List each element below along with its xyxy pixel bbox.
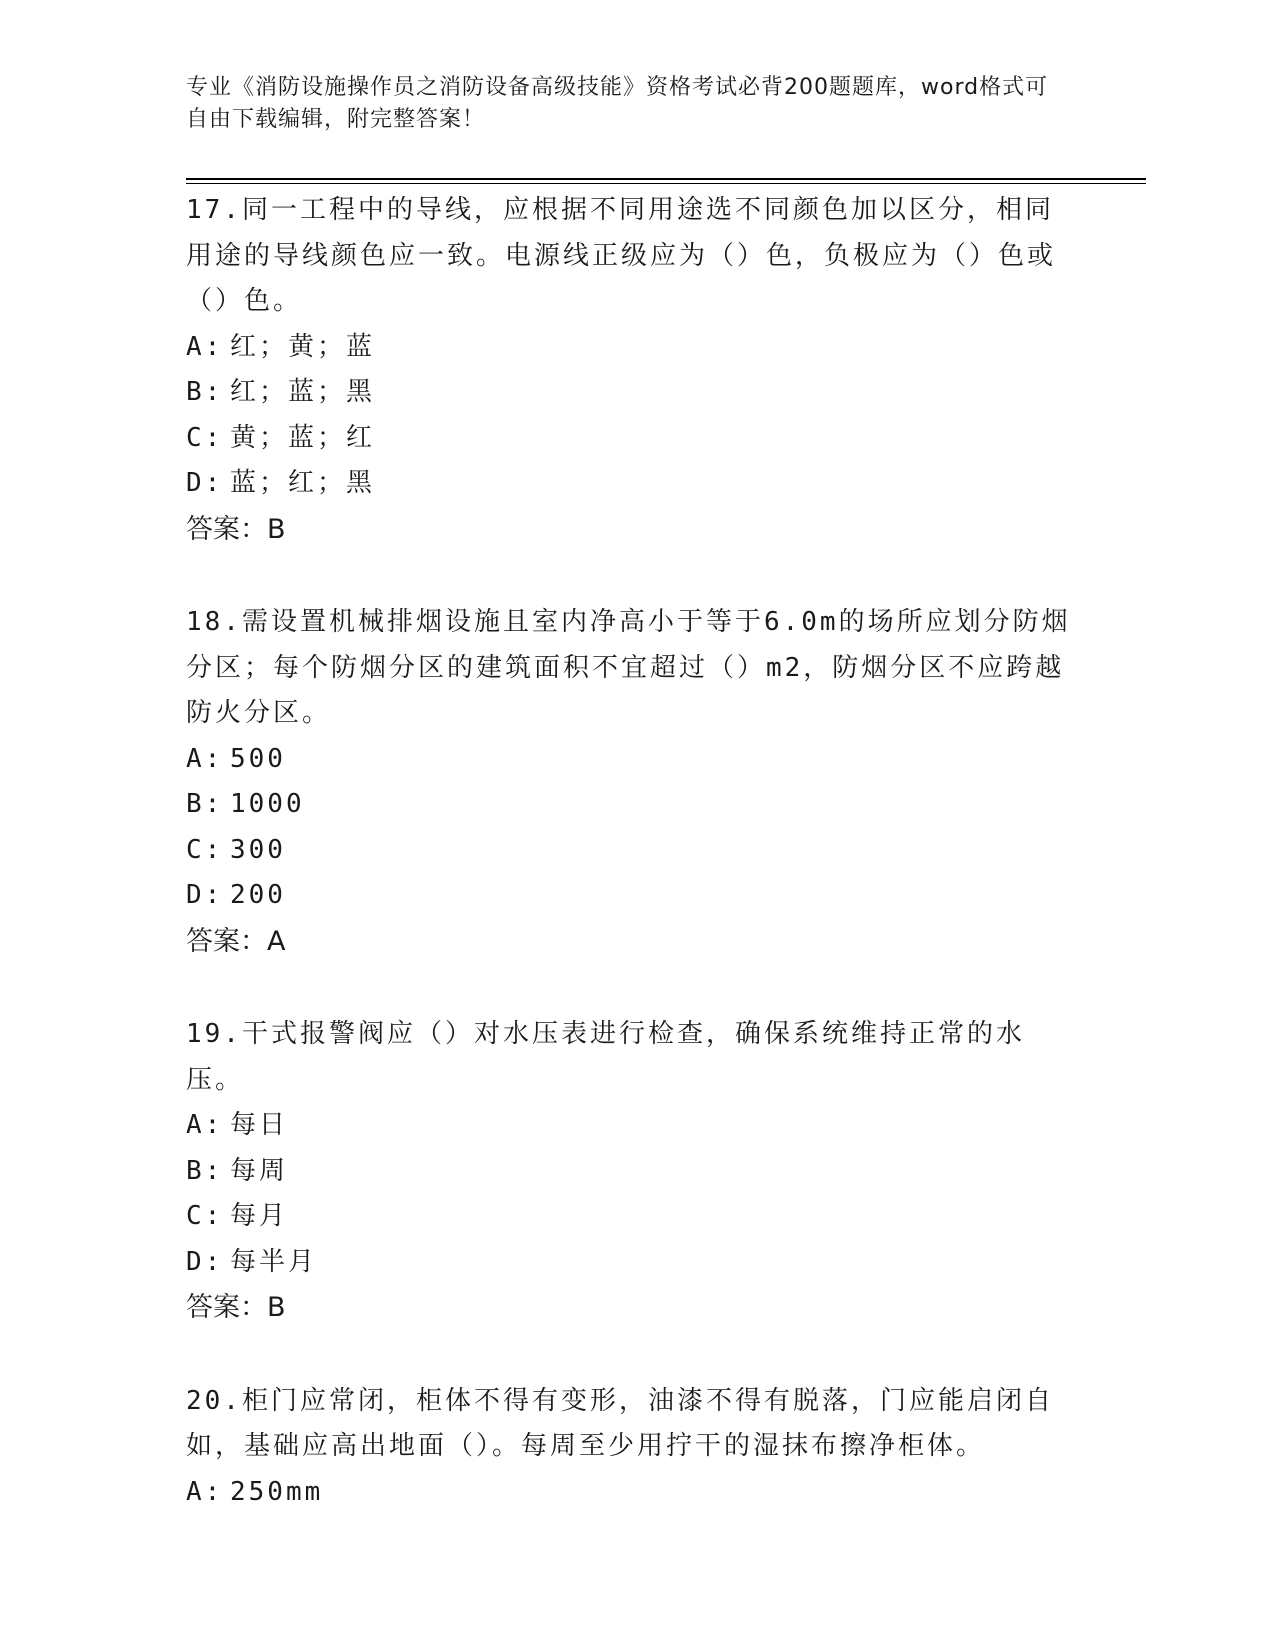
option-text: 红；黄；蓝 <box>230 331 376 362</box>
question-20 <box>186 1379 1076 1516</box>
option-text: 每半月 <box>230 1246 318 1277</box>
option-text: 黄；蓝；红 <box>230 422 376 453</box>
option-key: A: <box>186 1476 224 1507</box>
option-key: D: <box>186 468 224 498</box>
option-b <box>186 1149 1076 1195</box>
option-text: 300 <box>230 834 286 865</box>
option-text: 蓝；红；黑 <box>230 468 376 498</box>
option-text: 250mm <box>230 1476 324 1507</box>
option-key: C: <box>186 834 224 865</box>
option-key: D: <box>186 1246 224 1277</box>
option-a <box>186 1103 1076 1149</box>
question-text: 18.需设置机械排烟设施且室内净高小于等于6.0m的场所应划分防烟分区；每个防烟分区的建筑面积不宜超过（）m2，防烟分区不应跨越防火分区。 <box>186 607 1071 728</box>
question-text: 17.同一工程中的导线，应根据不同用途选不同颜色加以区分，相同用途的导线颜色应一致。电源线正级应为（）色，负极应为（）色或（）色。 <box>186 195 1057 316</box>
question-18 <box>186 600 1076 964</box>
question-text: 20.柜门应常闭，柜体不得有变形，油漆不得有脱落，门应能启闭自如，基础应高出地面（）。每周至少用拧干的湿抹布擦净柜体。 <box>186 1385 1054 1461</box>
question-text: 19.干式报警阀应（）对水压表进行检查，确保系统维持正常的水压。 <box>186 1019 1025 1095</box>
option-key: B: <box>186 789 224 819</box>
question-17 <box>186 188 1076 552</box>
option-b <box>186 782 1076 828</box>
option-text: 每月 <box>230 1201 289 1231</box>
option-text: 200 <box>230 880 286 910</box>
option-text: 500 <box>230 743 286 774</box>
option-c <box>186 828 1076 874</box>
option-key: D: <box>186 880 224 910</box>
option-c <box>186 1194 1076 1240</box>
answer-label: 答案：A <box>186 925 286 957</box>
option-a <box>186 325 1076 371</box>
option-text: 每日 <box>230 1110 289 1140</box>
option-key: A: <box>186 1110 224 1140</box>
option-key: A: <box>186 743 224 774</box>
question-list <box>186 188 1076 1563</box>
option-text: 1000 <box>230 789 305 819</box>
header-rule-thick <box>186 178 1146 180</box>
option-d <box>186 1240 1076 1286</box>
option-a <box>186 737 1076 783</box>
option-text: 每周 <box>230 1155 289 1186</box>
header-rule-thin <box>186 183 1146 184</box>
question-19 <box>186 1012 1076 1331</box>
option-key: B: <box>186 377 224 407</box>
option-key: B: <box>186 1155 224 1186</box>
option-key: C: <box>186 1201 224 1231</box>
document-header: 专业《消防设施操作员之消防设备高级技能》资格考试必背200题题库，word格式可自由下载编辑，附完整答案！ <box>186 75 1049 132</box>
option-b <box>186 370 1076 416</box>
option-c <box>186 416 1076 462</box>
answer-label: 答案：B <box>186 1292 286 1323</box>
option-a <box>186 1470 1076 1516</box>
option-text: 红；蓝；黑 <box>230 377 376 407</box>
option-key: A: <box>186 331 224 362</box>
answer-label: 答案：B <box>186 513 286 545</box>
option-key: C: <box>186 422 224 453</box>
option-d <box>186 461 1076 507</box>
option-d <box>186 873 1076 919</box>
